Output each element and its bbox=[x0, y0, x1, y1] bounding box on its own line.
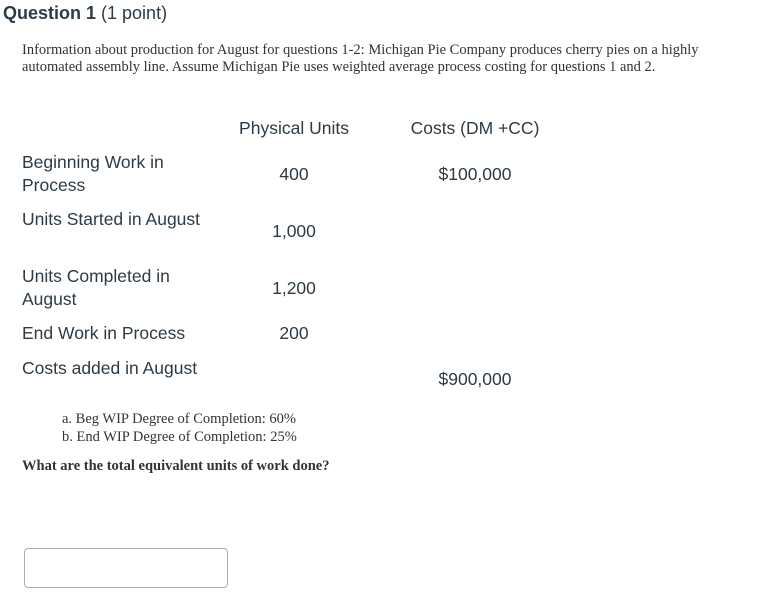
question-intro: Information about production for August for questions 1-2: Michigan Pie Company produces cherry pies on a highly automated assembly line. Assume Michigan Pie uses weighted average process costing for questions 1 and 2. bbox=[22, 42, 699, 75]
question-prompt: What are the total equivalent units of work done? bbox=[22, 458, 330, 474]
row-units-units-started: 1,000 bbox=[272, 221, 316, 241]
row-label-costs-added: Costs added in August bbox=[22, 358, 198, 378]
row-label-units-completed: Units Completed in August bbox=[22, 266, 170, 309]
header-costs: Costs (DM +CC) bbox=[410, 118, 540, 138]
question-points: (1 point) bbox=[101, 3, 168, 23]
note-beg-wip: a. Beg WIP Degree of Completion: 60% bbox=[62, 411, 296, 427]
row-costs-beginning-wip: $100,000 bbox=[438, 164, 512, 184]
question-header bbox=[3, 3, 167, 24]
answer-input[interactable] bbox=[24, 548, 228, 588]
row-label-beginning-wip: Beginning Work in Process bbox=[22, 152, 164, 195]
row-units-end-wip: 200 bbox=[279, 323, 309, 343]
row-costs-costs-added: $900,000 bbox=[438, 369, 512, 389]
row-units-beginning-wip: 400 bbox=[279, 164, 309, 184]
question-title: Question 1 bbox=[3, 3, 97, 23]
header-physical-units: Physical Units bbox=[239, 118, 349, 138]
row-label-end-wip: End Work in Process bbox=[22, 323, 186, 343]
row-label-units-started: Units Started in August bbox=[22, 209, 201, 229]
note-end-wip: b. End WIP Degree of Completion: 25% bbox=[62, 429, 297, 445]
row-units-units-completed: 1,200 bbox=[272, 278, 316, 298]
completion-notes bbox=[62, 410, 297, 446]
